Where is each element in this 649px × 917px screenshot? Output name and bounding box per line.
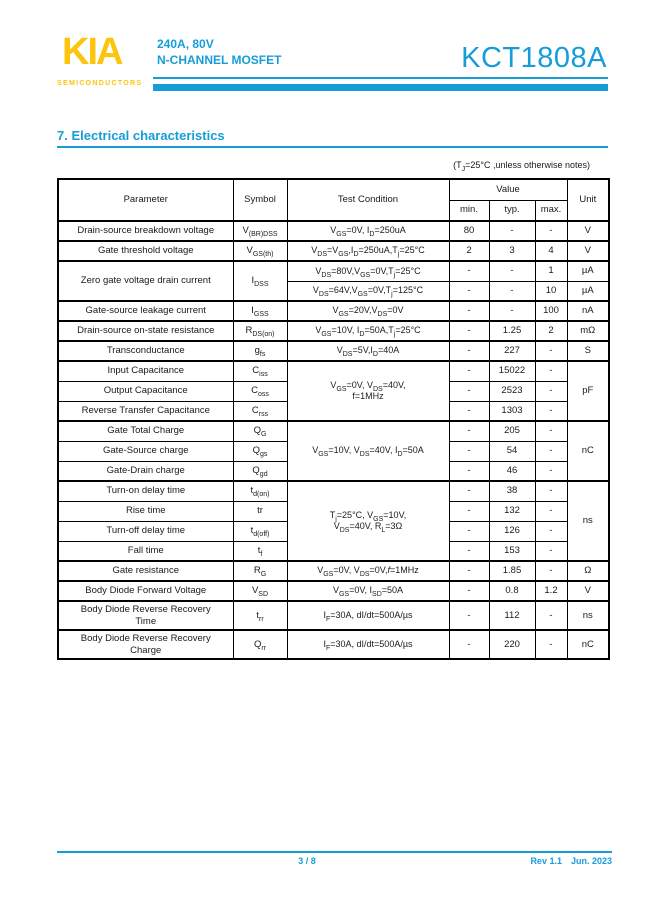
table-row — [58, 261, 609, 281]
symbol-cell: $t_{d(on)}$ — [233, 481, 287, 501]
table-row — [58, 321, 609, 341]
symbol-cell: $Q_{gd}$ — [233, 461, 287, 481]
min-cell: - — [449, 461, 489, 481]
min-cell: - — [449, 321, 489, 341]
min-cell: - — [449, 601, 489, 630]
param-cell: Rise time — [58, 501, 233, 521]
typ-cell: 205 — [489, 421, 535, 441]
min-cell: - — [449, 381, 489, 401]
symbol-cell: tr — [233, 501, 287, 521]
typ-cell: 220 — [489, 630, 535, 659]
table-row — [58, 630, 609, 659]
symbol-cell: $I_{DSS}$ — [233, 261, 287, 301]
min-cell: - — [449, 421, 489, 441]
param-cell: Turn-on delay time — [58, 481, 233, 501]
unit-cell: pF — [567, 361, 609, 421]
max-cell: - — [535, 501, 567, 521]
header-rule-thin — [153, 77, 608, 79]
max-cell: 4 — [535, 241, 567, 261]
revision-date: Jun. 2023 — [570, 856, 612, 866]
max-cell: 1 — [535, 261, 567, 281]
test-condition-note: ($T_J=25^\circ C$ ,unless otherwise notes) — [453, 160, 590, 173]
condition-cell: $T_j=25^\circ C$, $V_{GS}=10V$, $V_{DS}=40V$, $R_L=3\Omega$ — [287, 481, 449, 561]
col-header-unit: Unit — [567, 179, 609, 221]
typ-cell: - — [489, 281, 535, 301]
typ-cell: - — [489, 301, 535, 321]
min-cell: - — [449, 301, 489, 321]
max-cell: - — [535, 541, 567, 561]
condition-cell: $V_{GS}=0V$, $I_D=250uA$ — [287, 221, 449, 241]
symbol-cell: $C_{iss}$ — [233, 361, 287, 381]
typ-cell: 3 — [489, 241, 535, 261]
min-cell: - — [449, 401, 489, 421]
table-row — [58, 341, 609, 361]
unit-cell: Ω — [567, 561, 609, 581]
unit-cell: S — [567, 341, 609, 361]
typ-cell: 1303 — [489, 401, 535, 421]
max-cell: - — [535, 381, 567, 401]
min-cell: - — [449, 630, 489, 659]
min-cell: 80 — [449, 221, 489, 241]
unit-cell: V — [567, 581, 609, 601]
symbol-cell: $Q_{gs}$ — [233, 441, 287, 461]
max-cell: 10 — [535, 281, 567, 301]
symbol-cell: $t_{d(off)}$ — [233, 521, 287, 541]
min-cell: - — [449, 521, 489, 541]
kia-logo-subtitle: SEMICONDUCTORS — [57, 80, 143, 87]
device-rating: 240A, 80V — [157, 37, 214, 51]
typ-cell: 1.25 — [489, 321, 535, 341]
min-cell: - — [449, 501, 489, 521]
revision-label: Rev 1.1 — [530, 856, 562, 866]
symbol-cell: $Q_{rr}$ — [233, 630, 287, 659]
condition-cell: $V_{DS}=80V,V_{GS}=0V,T_j=25^\circ C$ — [287, 261, 449, 281]
min-cell: - — [449, 541, 489, 561]
col-header-max: max. — [535, 200, 567, 221]
max-cell: - — [535, 401, 567, 421]
condition-cell: $V_{GS}=20V,V_{DS}=0V$ — [287, 301, 449, 321]
unit-cell: ns — [567, 481, 609, 561]
section-title: 7. Electrical characteristics — [57, 128, 225, 143]
param-cell: Body Diode Reverse Recovery Time — [58, 601, 233, 630]
unit-cell: ns — [567, 601, 609, 630]
table-row — [58, 561, 609, 581]
param-cell: Gate Total Charge — [58, 421, 233, 441]
symbol-cell: $R_G$ — [233, 561, 287, 581]
typ-cell: 15022 — [489, 361, 535, 381]
param-cell: Fall time — [58, 541, 233, 561]
max-cell: - — [535, 341, 567, 361]
typ-cell: 126 — [489, 521, 535, 541]
condition-cell: $V_{DS}=5V,I_D=40A$ — [287, 341, 449, 361]
typ-cell: 112 — [489, 601, 535, 630]
col-header-test-condition: Test Condition — [287, 179, 449, 221]
unit-cell: V — [567, 241, 609, 261]
typ-cell: 46 — [489, 461, 535, 481]
max-cell: 100 — [535, 301, 567, 321]
part-number: KCT1808A — [461, 42, 607, 74]
max-cell: 1.2 — [535, 581, 567, 601]
max-cell: - — [535, 561, 567, 581]
min-cell: - — [449, 441, 489, 461]
table-row — [58, 421, 609, 441]
param-cell: Reverse Transfer Capacitance — [58, 401, 233, 421]
param-cell: Drain-source breakdown voltage — [58, 221, 233, 241]
max-cell: 2 — [535, 321, 567, 341]
min-cell: - — [449, 281, 489, 301]
table-row — [58, 301, 609, 321]
symbol-cell: $I_{GSS}$ — [233, 301, 287, 321]
param-cell: Body Diode Forward Voltage — [58, 581, 233, 601]
min-cell: - — [449, 341, 489, 361]
min-cell: 2 — [449, 241, 489, 261]
min-cell: - — [449, 581, 489, 601]
param-cell: Turn-off delay time — [58, 521, 233, 541]
unit-cell: nA — [567, 301, 609, 321]
max-cell: - — [535, 221, 567, 241]
page-number: 3 / 8 — [298, 856, 316, 866]
param-cell: Transconductance — [58, 341, 233, 361]
section-underline — [57, 146, 608, 148]
typ-cell: 2523 — [489, 381, 535, 401]
table-row — [58, 361, 609, 381]
condition-cell: $V_{GS}=10V$, $I_D=50A,T_j=25^\circ C$ — [287, 321, 449, 341]
max-cell: - — [535, 601, 567, 630]
min-cell: - — [449, 261, 489, 281]
col-header-symbol: Symbol — [233, 179, 287, 221]
typ-cell: 1.85 — [489, 561, 535, 581]
symbol-cell: $t_f$ — [233, 541, 287, 561]
min-cell: - — [449, 561, 489, 581]
revision-info — [530, 856, 612, 866]
condition-cell: $V_{GS}=0V$, $I_{SD}=50A$ — [287, 581, 449, 601]
symbol-cell: $C_{oss}$ — [233, 381, 287, 401]
typ-cell: - — [489, 221, 535, 241]
unit-cell: mΩ — [567, 321, 609, 341]
condition-cell: $V_{GS}=0V$, $V_{DS}=40V$, f=1MHz — [287, 361, 449, 421]
typ-cell: 0.8 — [489, 581, 535, 601]
max-cell: - — [535, 630, 567, 659]
condition-cell: $I_F=30A$, dI/dt=500A/µs — [287, 601, 449, 630]
table-row — [58, 481, 609, 501]
condition-cell: $I_F=30A$, dI/dt=500A/µs — [287, 630, 449, 659]
max-cell: - — [535, 441, 567, 461]
header-rule-thick — [153, 84, 608, 91]
max-cell: - — [535, 421, 567, 441]
unit-cell: V — [567, 221, 609, 241]
unit-cell: µA — [567, 281, 609, 301]
unit-cell: nC — [567, 421, 609, 481]
param-cell: Zero gate voltage drain current — [58, 261, 233, 301]
typ-cell: 227 — [489, 341, 535, 361]
max-cell: - — [535, 361, 567, 381]
symbol-cell: $V_{GS(th)}$ — [233, 241, 287, 261]
kia-logo: KIA — [62, 31, 122, 73]
device-type: N-CHANNEL MOSFET — [157, 53, 282, 67]
typ-cell: 54 — [489, 441, 535, 461]
condition-cell: $V_{GS}=10V$, $V_{DS}=40V$, $I_D=50A$ — [287, 421, 449, 481]
col-header-typ: typ. — [489, 200, 535, 221]
symbol-cell: $t_{rr}$ — [233, 601, 287, 630]
table-row — [58, 241, 609, 261]
param-cell: Body Diode Reverse Recovery Charge — [58, 630, 233, 659]
condition-cell: $V_{DS}=64V,V_{GS}=0V,T_j=125^\circ C$ — [287, 281, 449, 301]
max-cell: - — [535, 481, 567, 501]
symbol-cell: $V_{SD}$ — [233, 581, 287, 601]
max-cell: - — [535, 461, 567, 481]
symbol-cell: $V_{(BR)DSS}$ — [233, 221, 287, 241]
col-header-value: Value — [449, 179, 567, 200]
table-row — [58, 221, 609, 241]
param-cell: Gate resistance — [58, 561, 233, 581]
param-cell: Input Capacitance — [58, 361, 233, 381]
param-cell: Gate-Drain charge — [58, 461, 233, 481]
typ-cell: 132 — [489, 501, 535, 521]
table-row — [58, 601, 609, 630]
param-cell: Gate-Source charge — [58, 441, 233, 461]
unit-cell: µA — [567, 261, 609, 281]
typ-cell: 38 — [489, 481, 535, 501]
param-cell: Output Capacitance — [58, 381, 233, 401]
typ-cell: - — [489, 261, 535, 281]
symbol-cell: $C_{rss}$ — [233, 401, 287, 421]
symbol-cell: $R_{DS(on)}$ — [233, 321, 287, 341]
unit-cell: nC — [567, 630, 609, 659]
min-cell: - — [449, 361, 489, 381]
electrical-characteristics-table — [57, 178, 610, 660]
condition-cell: $V_{GS}=0V$, $V_{DS}=0V,f=1MHz$ — [287, 561, 449, 581]
symbol-cell: $g_{fs}$ — [233, 341, 287, 361]
max-cell: - — [535, 521, 567, 541]
param-cell: Drain-source on-state resistance — [58, 321, 233, 341]
condition-cell: $V_{DS}=V_{GS},I_D=250uA,T_j=25^\circ C$ — [287, 241, 449, 261]
param-cell: Gate threshold voltage — [58, 241, 233, 261]
table-row — [58, 581, 609, 601]
symbol-cell: $Q_G$ — [233, 421, 287, 441]
typ-cell: 153 — [489, 541, 535, 561]
col-header-parameter: Parameter — [58, 179, 233, 221]
footer-rule — [57, 851, 612, 853]
param-cell: Gate-source leakage current — [58, 301, 233, 321]
col-header-min: min. — [449, 200, 489, 221]
min-cell: - — [449, 481, 489, 501]
